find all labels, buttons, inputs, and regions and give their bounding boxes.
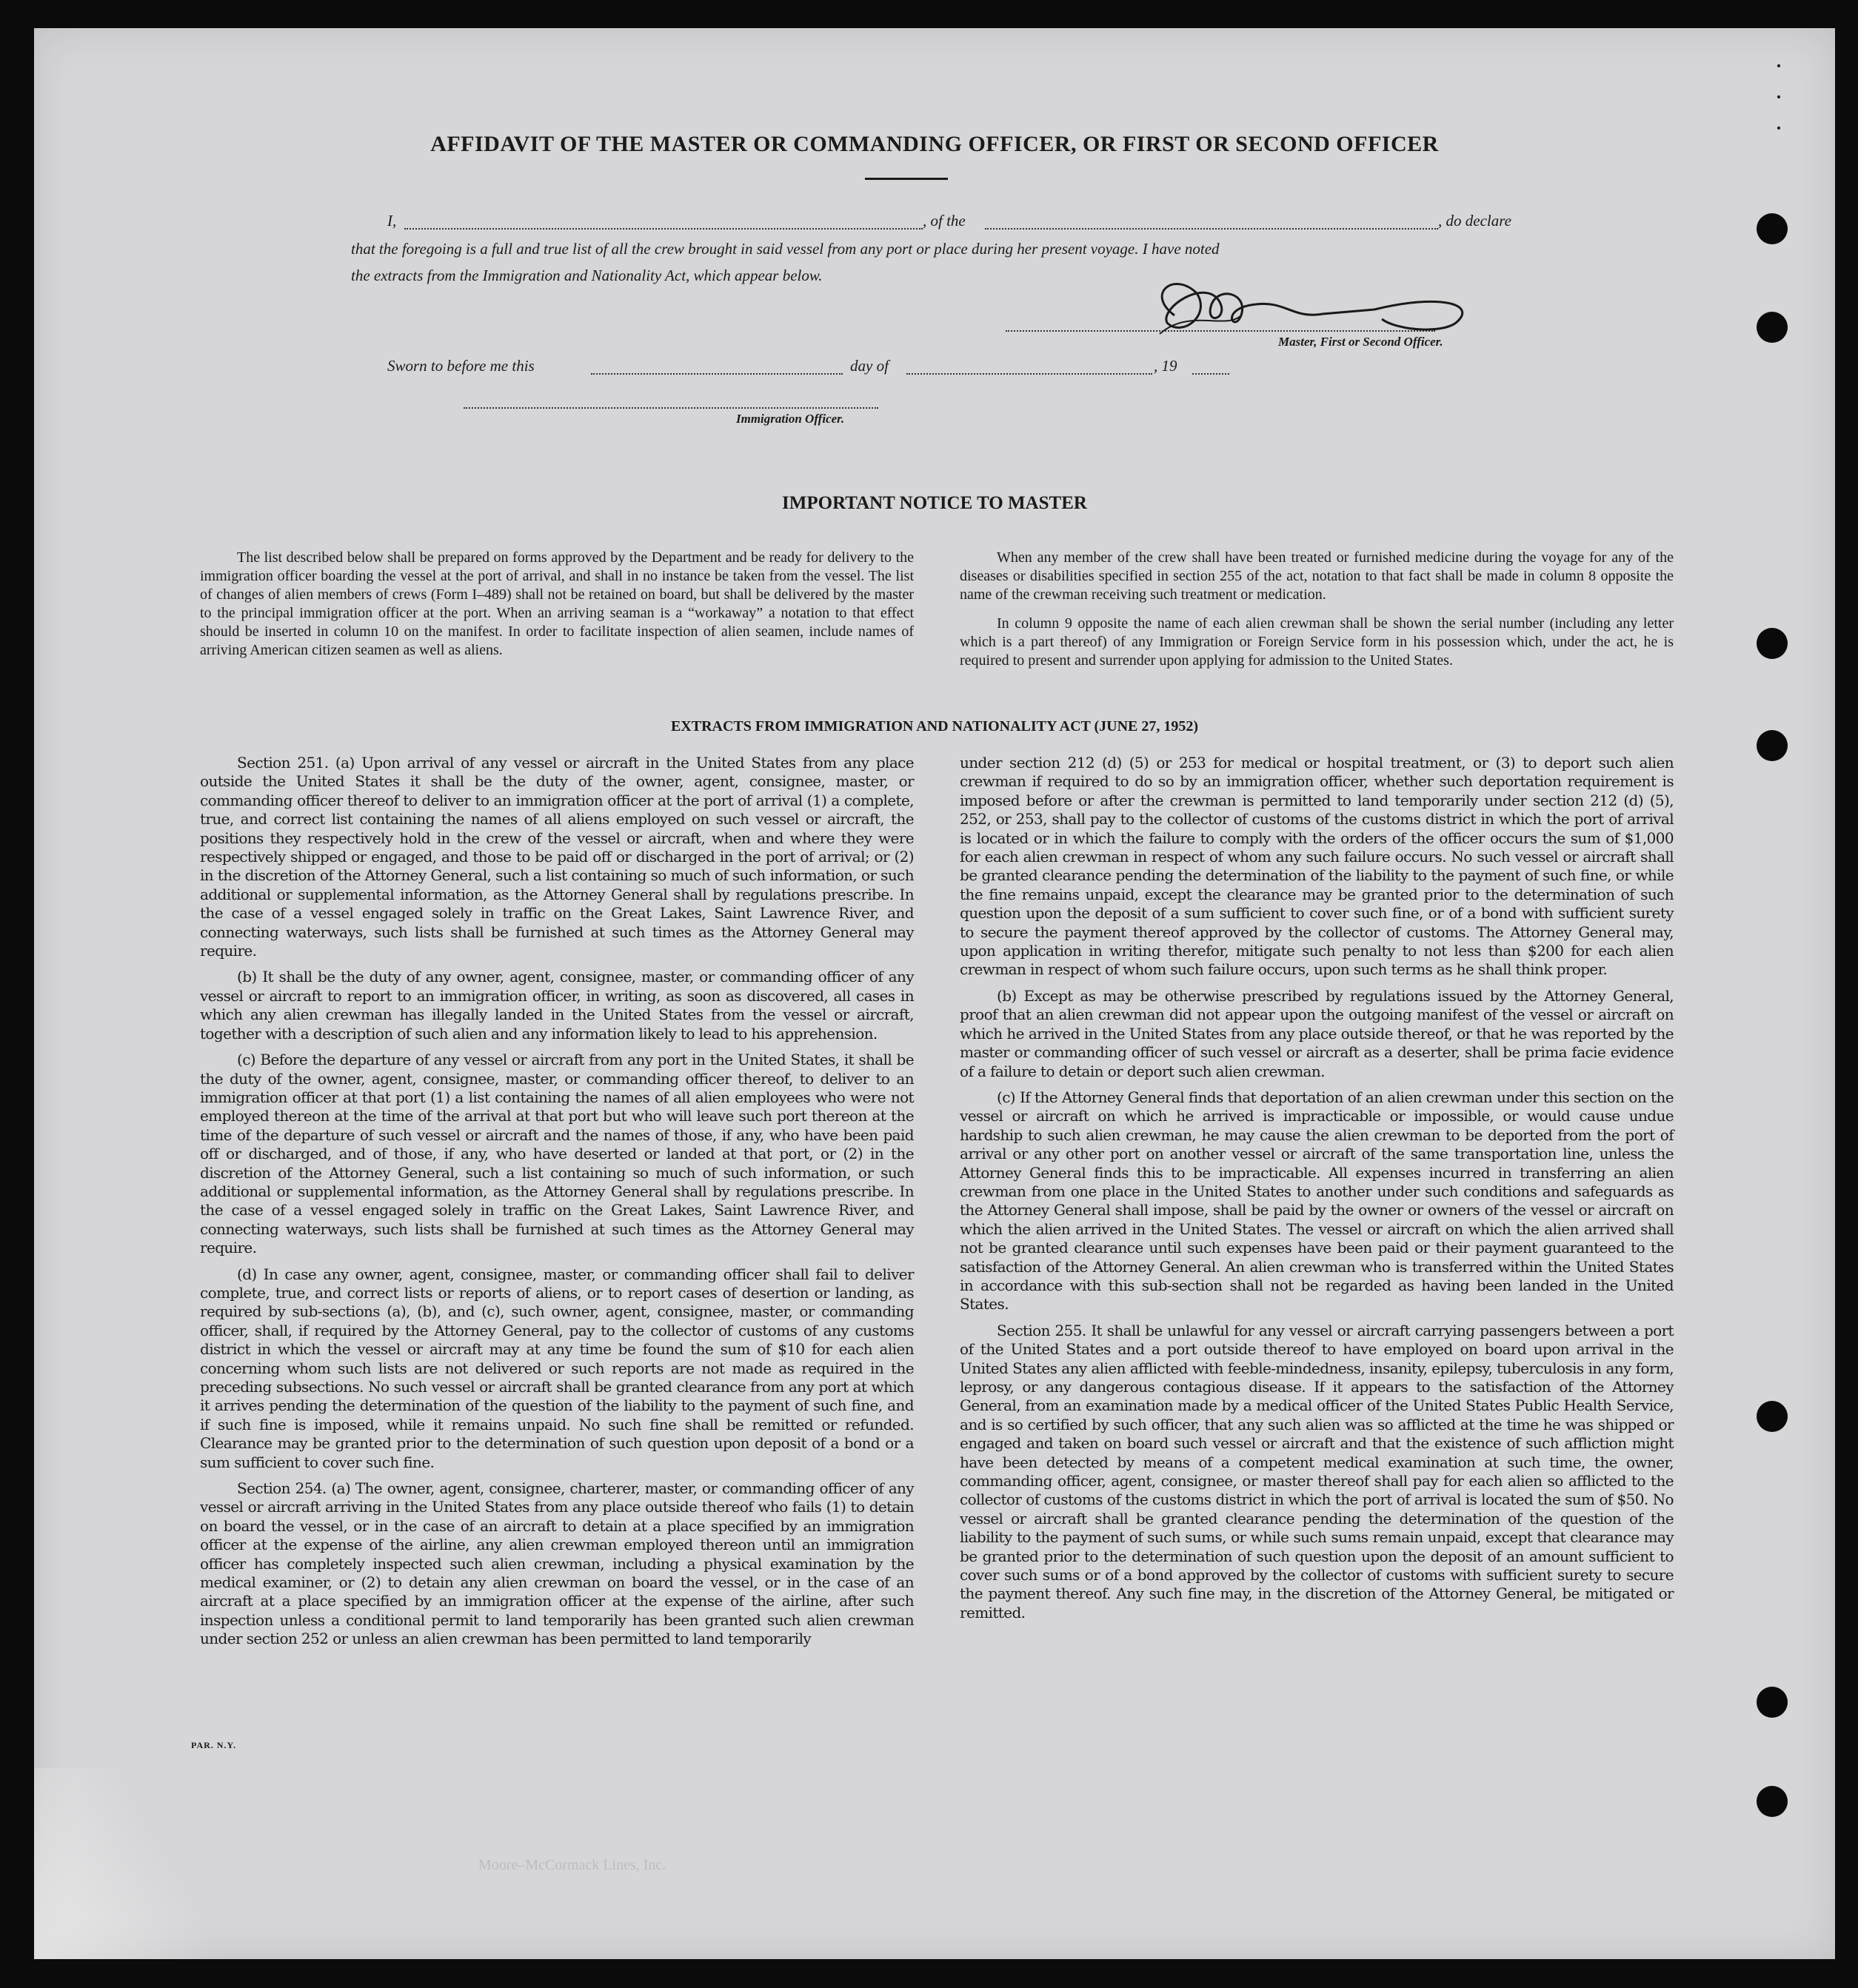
title-rule: [865, 178, 948, 180]
extracts-right-column: [960, 754, 1674, 1630]
vessel-field-line[interactable]: [985, 228, 1438, 230]
punch-hole: [1757, 1687, 1788, 1718]
notice-right-column: [960, 549, 1674, 680]
section-254c: (c) If the Attorney General finds that deportation of an alien crewman under this section on the vessel or aircraft on which he arrived is impracticable or impossible, or would cause undue hardship to such alien crewman, he may cause the alien crewman to be deported from the port of arrival or any other port on another vessel or aircraft of the same transportation line, unless the Attorney General finds this to be impracticable. All expenses incurred in transferring an alien crewman from one place in the United States to another under such conditions and safeguards as the Attorney General shall impose, shall be paid by the owner or owners of the vessel or aircraft on which the alien arrived in the United States. The vessel or aircraft on which the alien arrived shall not be granted clearance until such expenses have been paid or their payment guaranteed to the satisfaction of the Attorney General. An alien crewman who is transferred within the United States in accordance with this sub-section shall not be regarded as having been landed in the United States.: [960, 1088, 1674, 1313]
sworn-label: Sworn to before me this: [387, 357, 535, 375]
section-251c: (c) Before the departure of any vessel or aircraft from any port in the United States, it shall be the duty of the owner, agent, consignee, master, or commanding officer thereof, to deliver to an immigration officer at that port (1) a list containing the names of all alien employees who were not employed thereon at the time of the arrival at that port but who will leave such port thereon at the time of the departure of such vessel or aircraft and the names of those, if any, who have been paid off or discharged, and of those, if any, who have deserted or landed at that port, or (2) in the discretion of the Attorney General, such a list containing so much of such information, or such additional or supplemental information, as the Attorney General shall by regulations prescribe. In the case of a vessel engaged solely in traffic on the Great Lakes, Saint Lawrence River, and connecting waterways, such lists shall be furnished at such times as the Attorney General may require.: [200, 1051, 914, 1257]
affidavit-line-2: that the foregoing is a full and true list of all the crew brought in said vessel from any port or place during her present voyage. I have noted: [351, 240, 1220, 258]
extracts-left-column: [200, 754, 914, 1656]
sworn-day-line[interactable]: [591, 373, 843, 375]
punch-hole: [1757, 628, 1788, 659]
affidavit-do-declare: , do declare: [1438, 212, 1511, 230]
section-254b: (b) Except as may be otherwise prescribed by regulations issued by the Attorney General, proof that an alien crewman did not appear upon the outgoing manifest of the vessel or aircraft on which he arrived in the United States from any place outside thereof, or that he was reported by the master or commanding officer of such vessel or aircraft as a deserter, shall be prima facie evidence of a failure to detain or deport such alien crewman.: [960, 986, 1674, 1080]
affidavit-line-3: the extracts from the Immigration and Nationality Act, which appear below.: [351, 267, 823, 284]
day-of-label: day of: [850, 357, 889, 375]
section-254a-continued: under section 212 (d) (5) or 253 for medical or hospital treatment, or (3) to deport such alien crewman if required to do so by an immigration officer, whether such deportation requirement is imposed before or after the crewman is permitted to land temporarily under section 212 (d) (5), 252, or 253, shall pay to the collector of customs of the customs district in which the port of arrival is located or in which the failure to comply with the orders of the officer occurs the sum of $1,000 for each alien crewman in respect of whom any such failure occurs. No such vessel or aircraft shall be granted clearance pending the determination of the liability to the payment of such fine, or while the fine remains unpaid, except the clearance may be granted prior to the determination of such question upon the deposit of a sum sufficient to cover such fine, or of a bond with sufficient surety to secure the payment thereof approved by the collector of customs. The Attorney General may, upon application in writing therefor, mitigate such penalty to not less than $200 for each alien crewman in respect of whom such failure occurs, upon such terms as he shall think proper.: [960, 754, 1674, 979]
document-page: [34, 28, 1835, 1959]
name-field-line[interactable]: [404, 228, 923, 230]
master-signature-line[interactable]: [1006, 330, 1435, 332]
section-254a: Section 254. (a) The owner, agent, consignee, charterer, master, or commanding officer of any vessel or aircraft arriving in the United States from any place outside thereof who fails (1) to detain on board the vessel, or in the case of an aircraft to detain at a place specified by an immigration officer at the expense of the airline, any alien crewman employed thereon until an immigration officer has completely inspected such alien crewman, including a physical examination by the medical examiner, or (2) to detain any alien crewman on board the vessel, or in the case of an aircraft at a place specified by an immigration officer at the expense of the airline, after such inspection unless a conditional permit to land temporarily has been granted such alien crewman under section 252 or unless an alien crewman has been permitted to land temporarily: [200, 1479, 914, 1648]
section-251a: Section 251. (a) Upon arrival of any vessel or aircraft in the United States from any place outside the United States it shall be the duty of the owner, agent, consignee, master, or commanding officer thereof to deliver to an immigration officer at the port of arrival (1) a complete, true, and correct list containing the names of all aliens employed on such vessel or aircraft, the positions they respectively hold in the crew of the vessel or aircraft, when and where they were respectively shipped or engaged, and those to be paid off or discharged in the port of arrival; or (2) in the discretion of the Attorney General, such a list containing so much of such information, or such additional or supplemental information, as the Attorney General shall by regulations prescribe. In the case of a vessel engaged solely in traffic on the Great Lakes, Saint Lawrence River, and connecting waterways, such lists shall be furnished at such times as the Attorney General may require.: [200, 754, 914, 960]
page-fold-highlight: [34, 1768, 271, 1959]
year-label: , 19: [1154, 357, 1177, 375]
corner-marks: · · ·: [1774, 51, 1799, 143]
section-251b: (b) It shall be the duty of any owner, agent, consignee, master, or commanding officer of any vessel or aircraft to report to an immigration officer, in writing, as soon as discovered, all cases in which any alien crewman has illegally landed in the United States from the vessel or aircraft, together with a description of such alien and any information likely to lead to his apprehension.: [200, 968, 914, 1042]
punch-hole: [1757, 1401, 1788, 1432]
notice-left-column: [200, 549, 914, 670]
officer-signature-line[interactable]: [464, 407, 878, 409]
section-251d: (d) In case any owner, agent, consignee, master, or commanding officer shall fail to deliver complete, true, and correct lists or reports of aliens, or to report cases of desertion or landing, as required by sub-sections (a), (b), and (c), such owner, agent, consignee, master, or commanding officer, shall, if required by the Attorney General, pay to the collector of customs of any customs district in which the vessel or aircraft may at any time be found the sum of $10 for each alien concerning whom such lists are not delivered or such reports are not made as required in the preceding subsections. No such vessel or aircraft shall be granted clearance from any port at which it arrives pending the determination of the question of the liability to the payment of such fine, and if such fine is imposed, while it remains unpaid. No such fine shall be remitted or refunded. Clearance may be granted prior to the determination of such question upon deposit of a bond or a sum sufficient to cover such fine.: [200, 1265, 914, 1471]
notice-right-paragraph-2: In column 9 opposite the name of each alien crewman shall be shown the serial number (including any letter which is a part thereof) of any Immigration or Foreign Service form in his possession which, under the act, he is required to present and surrender upon applying for admission to the United States.: [960, 615, 1674, 669]
master-caption: Master, First or Second Officer.: [1278, 335, 1443, 349]
extracts-title: EXTRACTS FROM IMMIGRATION AND NATIONALITY ACT (JUNE 27, 1952): [670, 718, 1199, 734]
affidavit-of-the: , of the: [923, 212, 966, 230]
printer-mark: PAR. N.Y.: [191, 1740, 237, 1750]
notice-left-paragraph: The list described below shall be prepared on forms approved by the Department and be ready for delivery to the immigration officer boarding the vessel at the port of arrival, and shall in no instance be taken from the vessel. The list of changes of alien members of crews (Form I–489) shall not be retained on board, but shall be delivered by the master to the principal immigration officer at the port. When an arriving seaman is a “workaway” a notation to that effect should be inserted in column 10 on the manifest. In order to facilitate inspection of alien seamen, include names of arriving American citizen seamen as well as aliens.: [200, 549, 914, 658]
punch-hole: [1757, 312, 1788, 343]
section-255: Section 255. It shall be unlawful for any vessel or aircraft carrying passengers between a port of the United States and a port outside thereof to have employed on board upon arrival in the United States any alien afflicted with feeble-mindedness, insanity, epilepsy, tuberculosis in any form, leprosy, or any dangerous contagious disease. If it appears to the satisfaction of the Attorney General, from an examination made by a medical officer of the United States Public Health Service, and is so certified by such officer, that any such alien was so afflicted at the time he was shipped or engaged and taken on board such vessel or aircraft and that the existence of such affliction might have been detected by means of a competent medical examination at such time, the owner, commanding officer, agent, consignee, or master thereof shall pay for each alien so afflicted to the collector of customs of the customs district in which the port of arrival is located the sum of $50. No vessel or aircraft shall be granted clearance pending the determination of the question of the liability to the payment of such sums, or while such sums remain unpaid, except that clearance may be granted prior to the determination of such question upon the deposit of an amount sufficient to cover such sums or of a bond approved by the collector of customs with sufficient surety to secure the payment thereof. Any such fine may, in the discretion of the Attorney General, be mitigated or remitted.: [960, 1321, 1674, 1621]
punch-hole: [1757, 1786, 1788, 1817]
officer-caption: Immigration Officer.: [736, 412, 845, 426]
notice-right-paragraph-1: When any member of the crew shall have been treated or furnished medicine during the voyage for any of the diseases or disabilities specified in section 255 of the act, notation to that fact shall be made in column 8 opposite the name of the crewman receiving such treatment or medication.: [960, 549, 1674, 603]
punch-hole: [1757, 213, 1788, 244]
notice-title: IMPORTANT NOTICE TO MASTER: [782, 493, 1087, 513]
sworn-month-line[interactable]: [906, 373, 1152, 375]
affidavit-title: AFFIDAVIT OF THE MASTER OR COMMANDING OFFICER, OR FIRST OR SECOND OFFICER: [430, 132, 1439, 156]
sworn-year-line[interactable]: [1192, 373, 1229, 375]
affidavit-i-label: I,: [387, 212, 397, 230]
bleed-through-text: Moore–McCormack Lines, Inc.: [478, 1857, 666, 1873]
